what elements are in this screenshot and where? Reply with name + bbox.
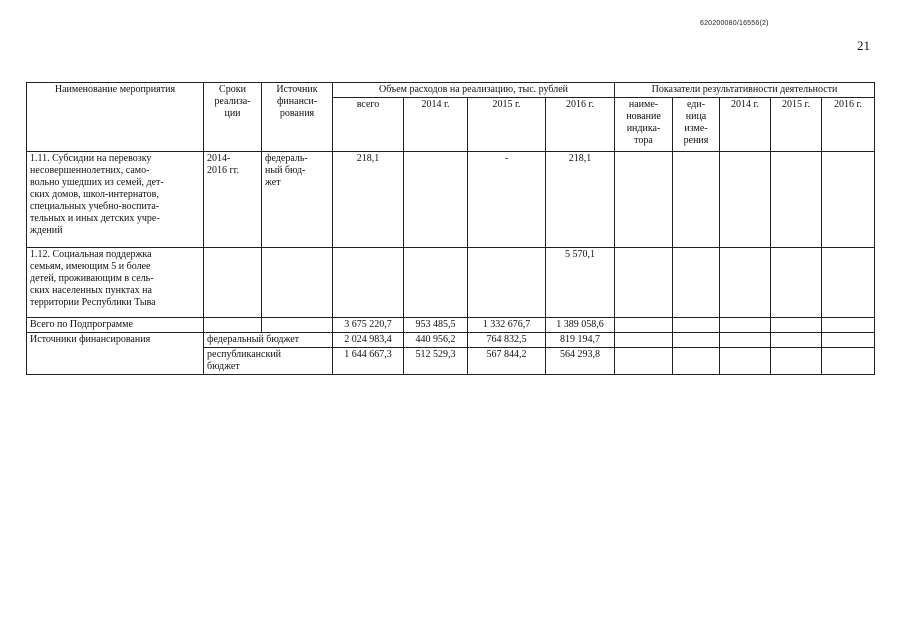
- row-name: 1.12. Социальная поддержка семьям, имеющим 5 и более детей, проживающим в сель- ских населенных пунктах на территории Республики Тыва: [27, 248, 204, 318]
- page-number: 21: [857, 38, 870, 53]
- sources-source: республиканский бюджет: [204, 348, 333, 375]
- row-2016: 218,1: [546, 152, 615, 248]
- header-expenses-group: Объем расходов на реализацию, тыс. рублей: [333, 83, 615, 98]
- total-2016: 1 389 058,6: [546, 318, 615, 333]
- header-terms: Сроки реализа- ции: [204, 83, 262, 152]
- row-2014: [404, 152, 468, 248]
- row-2016: 5 570,1: [546, 248, 615, 318]
- sources-total: 2 024 983,4: [333, 333, 404, 348]
- header-indicators-group: Показатели результативности деятельности: [615, 83, 875, 98]
- sources-2014: 440 956,2: [404, 333, 468, 348]
- header-ind-2016: 2016 г.: [822, 98, 875, 152]
- total-2015: 1 332 676,7: [468, 318, 546, 333]
- sources-2016: 819 194,7: [546, 333, 615, 348]
- sources-total: 1 644 667,3: [333, 348, 404, 375]
- row-terms: 2014- 2016 гг.: [204, 152, 262, 248]
- row-total: 218,1: [333, 152, 404, 248]
- row-source: [262, 248, 333, 318]
- sources-2016: 564 293,8: [546, 348, 615, 375]
- row-total: [333, 248, 404, 318]
- header-ind-2015: 2015 г.: [771, 98, 822, 152]
- table-row: [27, 152, 875, 248]
- header-exp-total: всего: [333, 98, 404, 152]
- row-2014: [404, 248, 468, 318]
- row-2015: -: [468, 152, 546, 248]
- header-ind-2014: 2014 г.: [720, 98, 771, 152]
- header-ind-name: наиме- нование индика- тора: [615, 98, 673, 152]
- header-exp-2014: 2014 г.: [404, 98, 468, 152]
- row-terms: [204, 248, 262, 318]
- row-name: 1.11. Субсидии на перевозку несовершеннолетних, само- вольно ушедших из семей, дет- ских домов, школ-интернатов, специальных учебно-воспита- тельных и иных детских учре- ждений: [27, 152, 204, 248]
- header-name: Наименование мероприятия: [27, 83, 204, 152]
- row-source: федераль- ный бюд- жет: [262, 152, 333, 248]
- row-2015: [468, 248, 546, 318]
- program-expenses-table: [26, 82, 875, 375]
- sources-2014: 512 529,3: [404, 348, 468, 375]
- sources-source: федеральный бюджет: [204, 333, 333, 348]
- total-label: Всего по Подпрограмме: [27, 318, 204, 333]
- header-source: Источник финанси- рования: [262, 83, 333, 152]
- header-row-1: [27, 83, 875, 98]
- table-row: [27, 248, 875, 318]
- total-2014: 953 485,5: [404, 318, 468, 333]
- header-exp-2015: 2015 г.: [468, 98, 546, 152]
- sources-2015: 764 832,5: [468, 333, 546, 348]
- document-id: 620200080/16556(2): [700, 20, 769, 27]
- sources-row: [27, 333, 875, 348]
- header-ind-unit: еди- ница изме- рения: [673, 98, 720, 152]
- total-all: 3 675 220,7: [333, 318, 404, 333]
- total-row: [27, 318, 875, 333]
- header-exp-2016: 2016 г.: [546, 98, 615, 152]
- sources-2015: 567 844,2: [468, 348, 546, 375]
- sources-label: Источники финансирования: [27, 333, 204, 375]
